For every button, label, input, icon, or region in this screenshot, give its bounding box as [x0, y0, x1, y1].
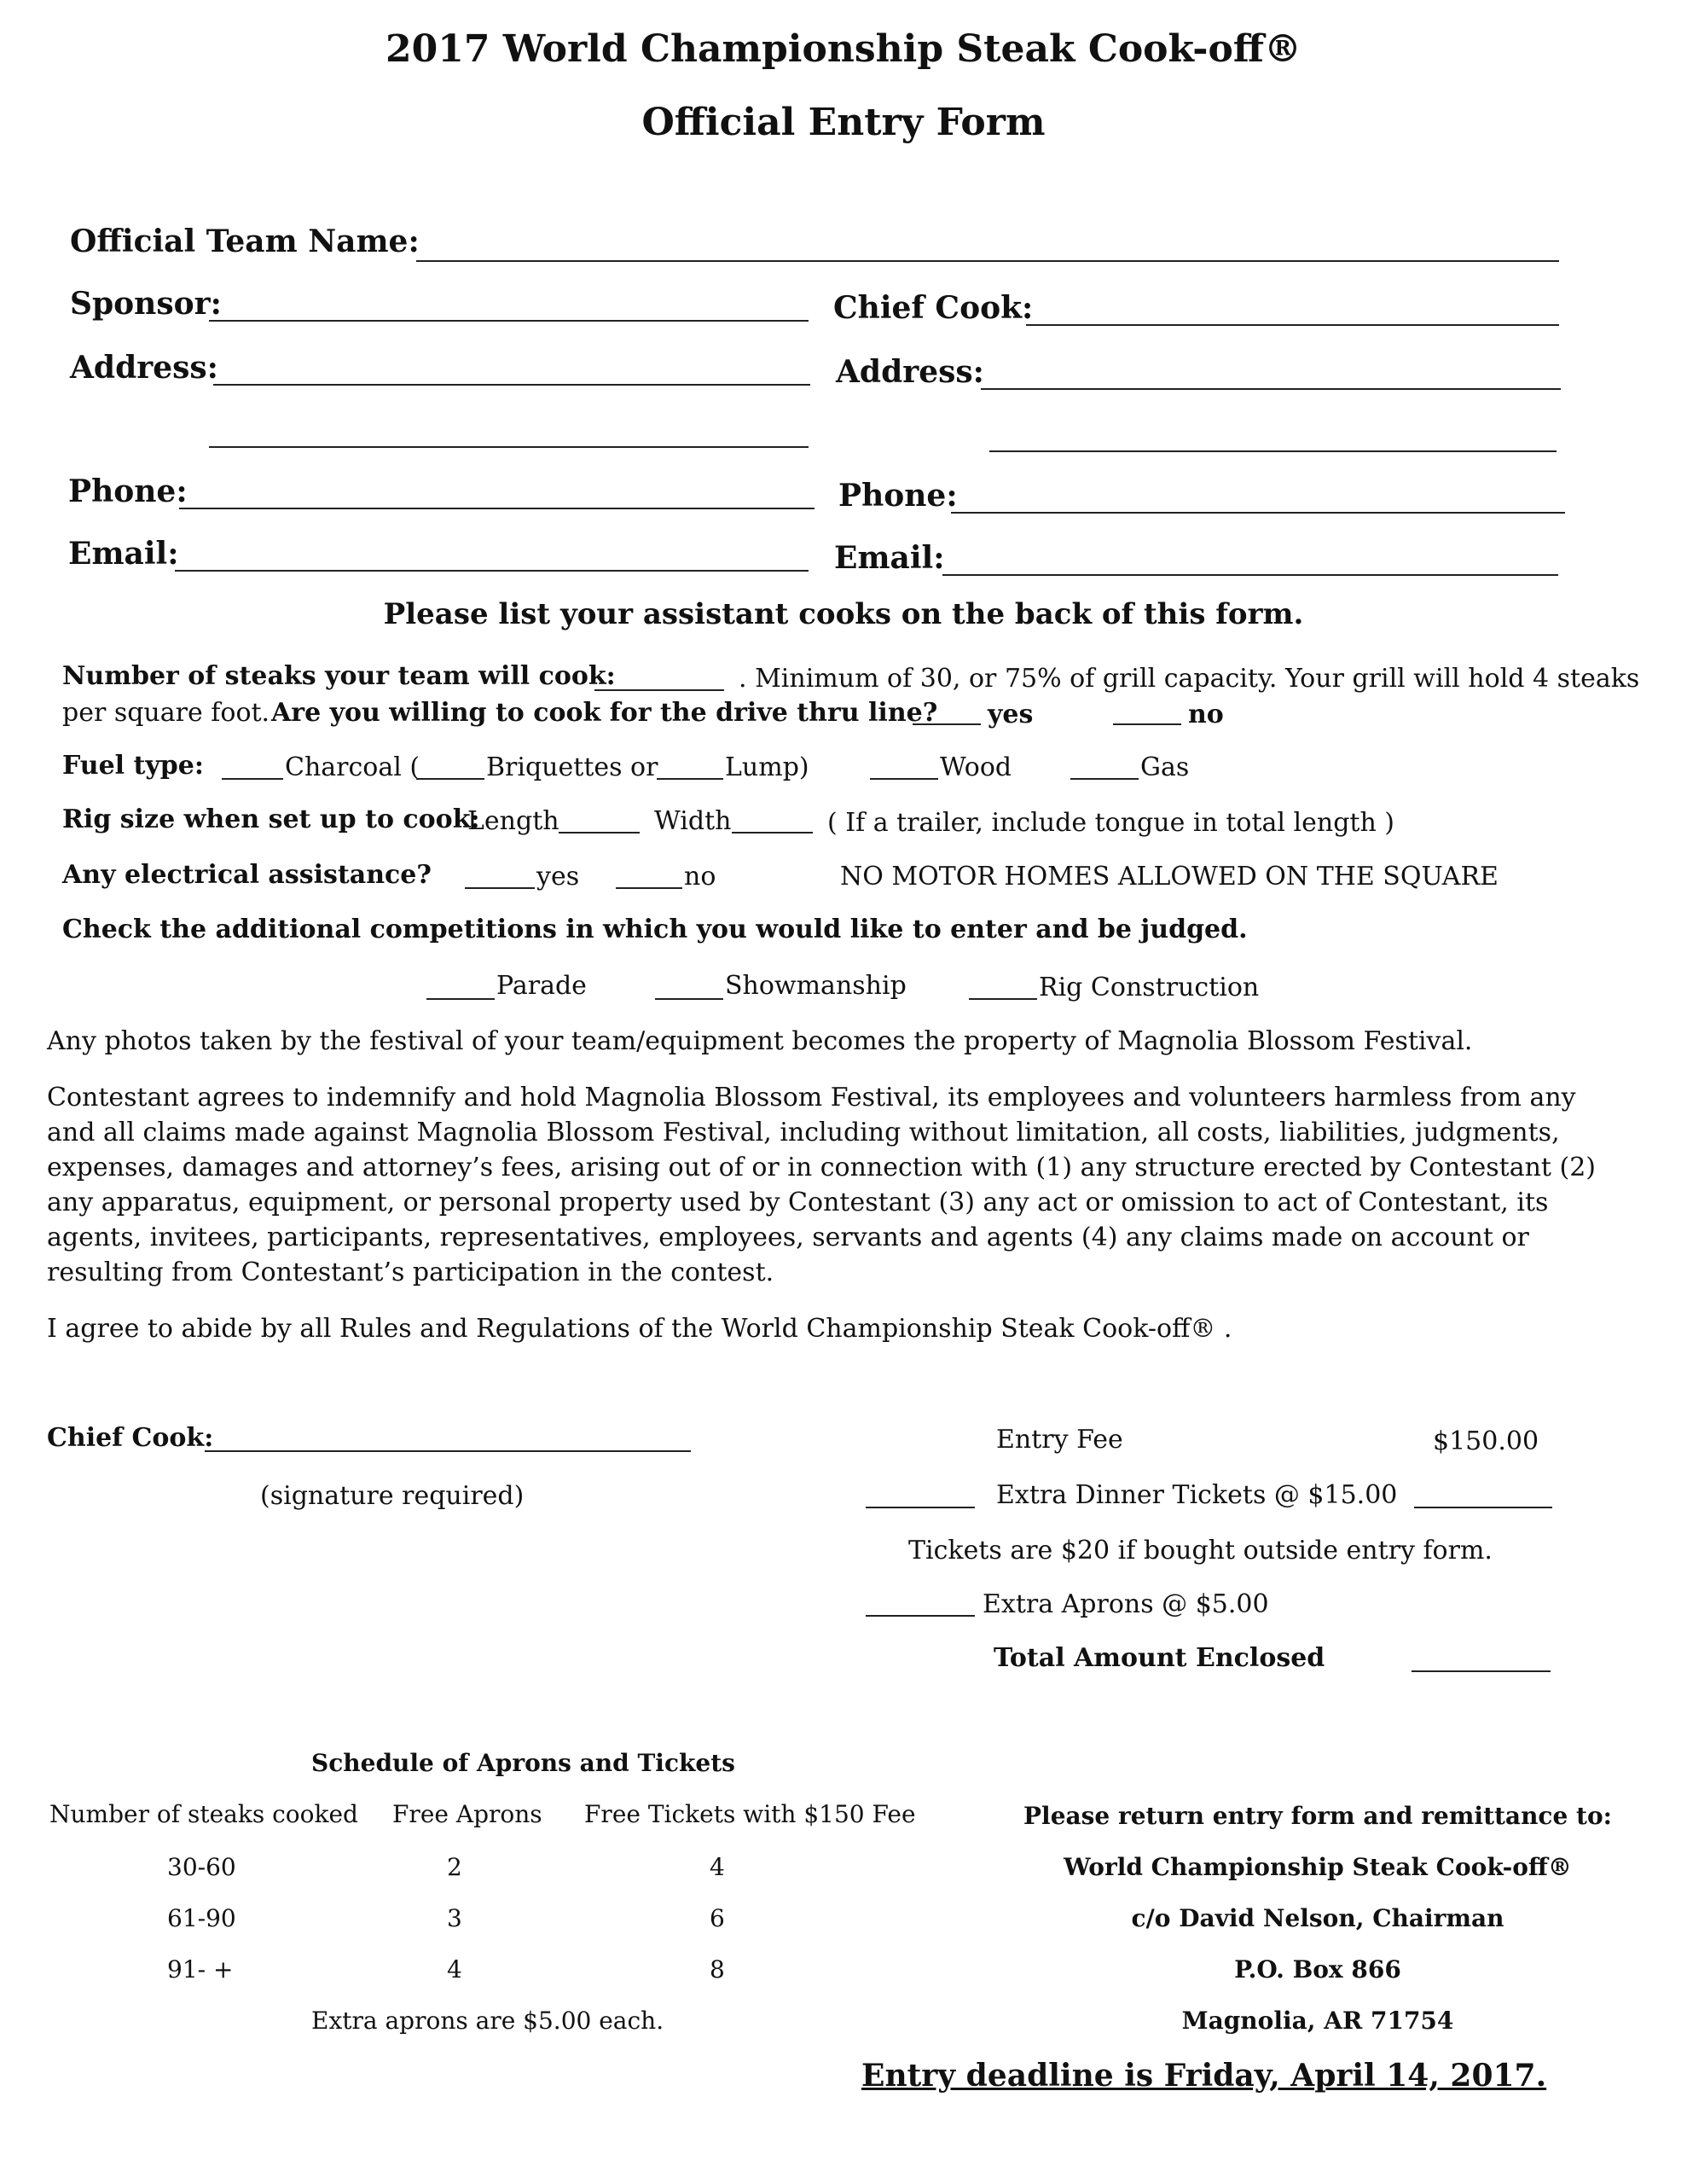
- electrical-label: Any electrical assistance?: [62, 860, 432, 890]
- indemnify-paragraph: Contestant agrees to indemnify and hold Magnolia Blossom Festival, its employees and volunteers harmless from any and all claims made against Magnolia Blossom Festival, including without limitation, all costs, liabilities, judgments, expenses, damages and attorney’s fees, arising out of or in connection with (1) any structure erected by Contestant (2) any apparatus, equipment, or personal property used by Contestant (3) any act or omission to act of Contestant, its agents, invitees, participants, representatives, employees, servants and agents (4) any claims made on account or resulting from Contestant’s participation in the contest.: [47, 1083, 1596, 1287]
- sponsor-address-field-2[interactable]: [209, 446, 809, 448]
- chief-address-field-2[interactable]: [989, 450, 1557, 452]
- sponsor-address-field[interactable]: [213, 384, 810, 386]
- steaks-per-foot-text: per square foot.: [62, 698, 270, 728]
- electrical-yes-field[interactable]: [465, 887, 535, 889]
- rig-width-field[interactable]: [732, 832, 813, 834]
- schedule-row-2-tickets: 6: [710, 1904, 725, 1932]
- sponsor-email-label: Email:: [68, 536, 179, 572]
- electrical-no-label: no: [684, 862, 716, 892]
- team-name-field[interactable]: [416, 260, 1559, 262]
- sponsor-address-label: Address:: [70, 350, 218, 386]
- agree-statement: I agree to abide by all Rules and Regulations of the World Championship Steak Cook-off® .: [47, 1314, 1232, 1344]
- showmanship-label: Showmanship: [725, 971, 907, 1001]
- schedule-row-1-aprons: 2: [447, 1853, 462, 1881]
- assistant-cooks-note: Please list your assistant cooks on the back of this form.: [383, 597, 1304, 631]
- form-title: 2017 World Championship Steak Cook-off®: [386, 27, 1301, 71]
- return-heading: Please return entry form and remittance to:: [1023, 1802, 1612, 1830]
- rig-construction-field[interactable]: [969, 998, 1037, 1000]
- entry-fee-label: Entry Fee: [996, 1425, 1123, 1455]
- drive-thru-no-field[interactable]: [1113, 723, 1181, 725]
- dinner-tickets-label: Extra Dinner Tickets @ $15.00: [996, 1480, 1398, 1510]
- schedule-row-2-aprons: 3: [447, 1904, 462, 1932]
- rig-width-label: Width: [654, 806, 732, 836]
- dinner-tickets-qty-field[interactable]: [866, 1507, 975, 1508]
- drive-thru-yes-field[interactable]: [913, 723, 981, 725]
- return-line-2: c/o David Nelson, Chairman: [1131, 1904, 1504, 1932]
- rig-size-label: Rig size when set up to cook:: [62, 804, 480, 834]
- return-line-3: P.O. Box 866: [1234, 1955, 1401, 1984]
- extra-aprons-label: Extra Aprons @ $5.00: [983, 1589, 1269, 1619]
- schedule-header-aprons: Free Aprons: [392, 1800, 542, 1828]
- total-amount-field[interactable]: [1412, 1670, 1551, 1672]
- dinner-tickets-amount-field[interactable]: [1414, 1507, 1552, 1508]
- fuel-briquettes-label: Briquettes or: [486, 752, 658, 782]
- signature-field[interactable]: [205, 1450, 691, 1452]
- chief-cook-label: Chief Cook:: [833, 290, 1034, 326]
- rig-construction-label: Rig Construction: [1039, 973, 1260, 1002]
- electrical-yes-label: yes: [536, 862, 580, 892]
- parade-field[interactable]: [426, 998, 495, 1000]
- steaks-label: Number of steaks your team will cook:: [62, 661, 616, 691]
- chief-cook-field[interactable]: [1026, 324, 1559, 326]
- drive-thru-question: Are you willing to cook for the drive thru line?: [271, 698, 938, 728]
- return-line-1: World Championship Steak Cook-off®: [1064, 1853, 1572, 1881]
- no-motor-homes-notice: NO MOTOR HOMES ALLOWED ON THE SQUARE: [840, 862, 1499, 892]
- chief-address-field[interactable]: [981, 388, 1561, 390]
- schedule-row-1-steaks: 30-60: [167, 1853, 236, 1881]
- chief-email-field[interactable]: [942, 574, 1558, 576]
- aprons-qty-field[interactable]: [866, 1615, 975, 1617]
- fuel-charcoal-label: Charcoal (: [285, 752, 420, 782]
- rig-length-field[interactable]: [559, 832, 640, 834]
- fuel-lump-label: Lump): [725, 752, 809, 782]
- schedule-row-3-steaks: 91- +: [167, 1955, 234, 1984]
- drive-thru-no-label: no: [1188, 700, 1224, 729]
- fuel-gas-label: Gas: [1140, 752, 1190, 782]
- total-amount-label: Total Amount Enclosed: [994, 1643, 1325, 1673]
- chief-phone-label: Phone:: [838, 478, 958, 514]
- schedule-header-steaks: Number of steaks cooked: [49, 1800, 358, 1828]
- chief-address-label: Address:: [836, 354, 984, 390]
- competitions-label: Check the additional competitions in which you would like to enter and be judged.: [62, 915, 1248, 944]
- schedule-header-tickets: Free Tickets with $150 Fee: [584, 1800, 916, 1828]
- parade-label: Parade: [496, 971, 587, 1001]
- team-name-label: Official Team Name:: [70, 224, 420, 259]
- steaks-count-field[interactable]: [594, 689, 724, 691]
- fuel-wood-field[interactable]: [870, 778, 938, 780]
- rig-trailer-note: ( If a trailer, include tongue in total length ): [827, 808, 1395, 838]
- fuel-lump-field[interactable]: [657, 778, 723, 780]
- return-line-4: Magnolia, AR 71754: [1181, 2007, 1454, 2035]
- schedule-title: Schedule of Aprons and Tickets: [311, 1749, 735, 1777]
- extra-aprons-note: Extra aprons are $5.00 each.: [311, 2007, 664, 2035]
- rig-length-label: Length: [467, 806, 559, 836]
- signature-required-note: (signature required): [260, 1481, 525, 1511]
- electrical-no-field[interactable]: [616, 887, 682, 889]
- sponsor-phone-field[interactable]: [179, 508, 815, 509]
- schedule-row-3-tickets: 8: [710, 1955, 725, 1984]
- entry-fee-value: $150.00: [1433, 1426, 1539, 1456]
- tickets-price-note: Tickets are $20 if bought outside entry form.: [908, 1536, 1493, 1565]
- chief-email-label: Email:: [834, 540, 945, 576]
- form-subtitle: Official Entry Form: [641, 101, 1046, 144]
- fuel-type-label: Fuel type:: [62, 751, 204, 781]
- schedule-row-1-tickets: 4: [710, 1853, 725, 1881]
- schedule-row-2-steaks: 61-90: [167, 1904, 236, 1932]
- fuel-gas-field[interactable]: [1070, 778, 1139, 780]
- entry-deadline: Entry deadline is Friday, April 14, 2017.: [861, 2058, 1547, 2094]
- fuel-wood-label: Wood: [940, 752, 1012, 782]
- chief-phone-field[interactable]: [951, 512, 1565, 514]
- drive-thru-yes-label: yes: [988, 700, 1034, 729]
- sponsor-phone-label: Phone:: [68, 473, 188, 509]
- sponsor-label: Sponsor:: [70, 286, 222, 322]
- showmanship-field[interactable]: [655, 998, 723, 1000]
- sponsor-email-field[interactable]: [175, 570, 809, 572]
- schedule-row-3-aprons: 4: [447, 1955, 462, 1984]
- sponsor-field[interactable]: [209, 320, 809, 322]
- fuel-charcoal-field[interactable]: [222, 778, 283, 780]
- steaks-minimum-text: . Minimum of 30, or 75% of grill capacity. Your grill will hold 4 steaks: [739, 664, 1640, 694]
- fuel-briquettes-field[interactable]: [416, 778, 484, 780]
- photos-notice: Any photos taken by the festival of your team/equipment becomes the property of Magnolia Blossom Festival.: [47, 1026, 1473, 1056]
- signature-chief-cook-label: Chief Cook:: [47, 1423, 214, 1453]
